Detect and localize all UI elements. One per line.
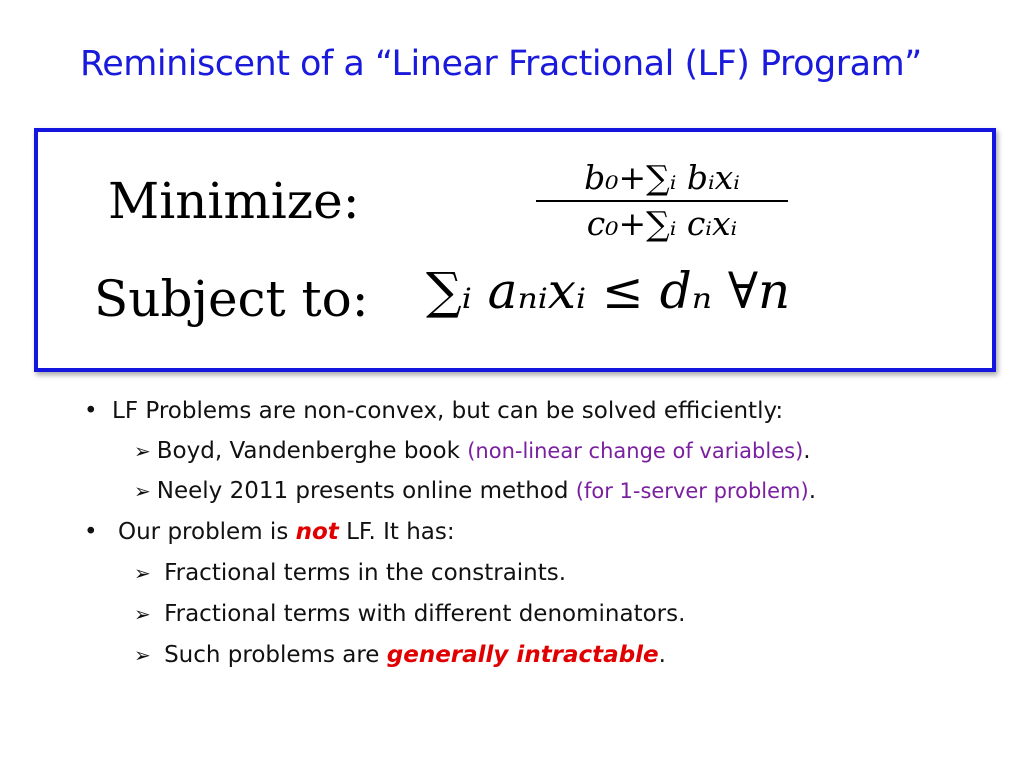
fraction-denominator	[536, 204, 788, 244]
sub-bullet-2-note: (for 1-server problem)	[575, 479, 809, 503]
sub-bullet-5-main: Such problems are	[164, 642, 387, 668]
bullet-dot-icon: •	[84, 398, 98, 424]
bullet-dot-icon: •	[84, 519, 98, 545]
bullet-item-1: LF Problems are non-convex, but can be solved efficiently:	[112, 398, 784, 424]
arrow-bullet-icon: ➢	[134, 479, 151, 503]
subject-to-label: Subject to:	[94, 270, 369, 328]
bullet-2-pre: Our problem is	[118, 519, 296, 545]
sub-bullet-item-4	[134, 601, 685, 627]
minimize-label: Minimize:	[108, 172, 360, 230]
sub-bullet-1-note: (non-linear change of variables)	[467, 439, 804, 463]
numerator-text: b₀+∑ᵢ bᵢxᵢ	[584, 158, 740, 197]
arrow-bullet-icon: ➢	[134, 602, 151, 626]
arrow-bullet-icon: ➢	[134, 561, 151, 585]
formula-box	[34, 128, 996, 372]
sub-bullet-1-end: .	[803, 438, 811, 464]
sub-bullet-item-1	[134, 438, 811, 464]
objective-fraction	[536, 158, 788, 244]
sub-bullet-item-3	[134, 560, 566, 586]
sub-bullet-2-main: Neely 2011 presents online method	[156, 478, 576, 504]
bullet-item-2	[118, 519, 455, 545]
sub-bullet-4-text: Fractional terms with different denominators.	[164, 601, 686, 627]
denominator-text: c₀+∑ᵢ cᵢxᵢ	[586, 204, 738, 243]
arrow-bullet-icon: ➢	[134, 643, 151, 667]
sub-bullet-5-emphasis: generally intractable	[386, 642, 659, 668]
slide-title: Reminiscent of a “Linear Fractional (LF) Program”	[80, 44, 922, 84]
fraction-numerator	[536, 158, 788, 198]
bullet-2-emphasis: not	[295, 519, 339, 545]
constraint-formula: ∑ᵢ aₙᵢxᵢ ≤ dₙ ∀n	[426, 262, 791, 320]
sub-bullet-item-2	[134, 478, 816, 504]
sub-bullet-2-end: .	[808, 478, 816, 504]
fraction-bar	[536, 200, 788, 202]
sub-bullet-5-end: .	[658, 642, 666, 668]
arrow-bullet-icon: ➢	[134, 439, 151, 463]
sub-bullet-item-5	[134, 642, 666, 668]
bullet-2-post: LF. It has:	[338, 519, 455, 545]
sub-bullet-3-text: Fractional terms in the constraints.	[164, 560, 567, 586]
sub-bullet-1-main: Boyd, Vandenberghe book	[156, 438, 468, 464]
